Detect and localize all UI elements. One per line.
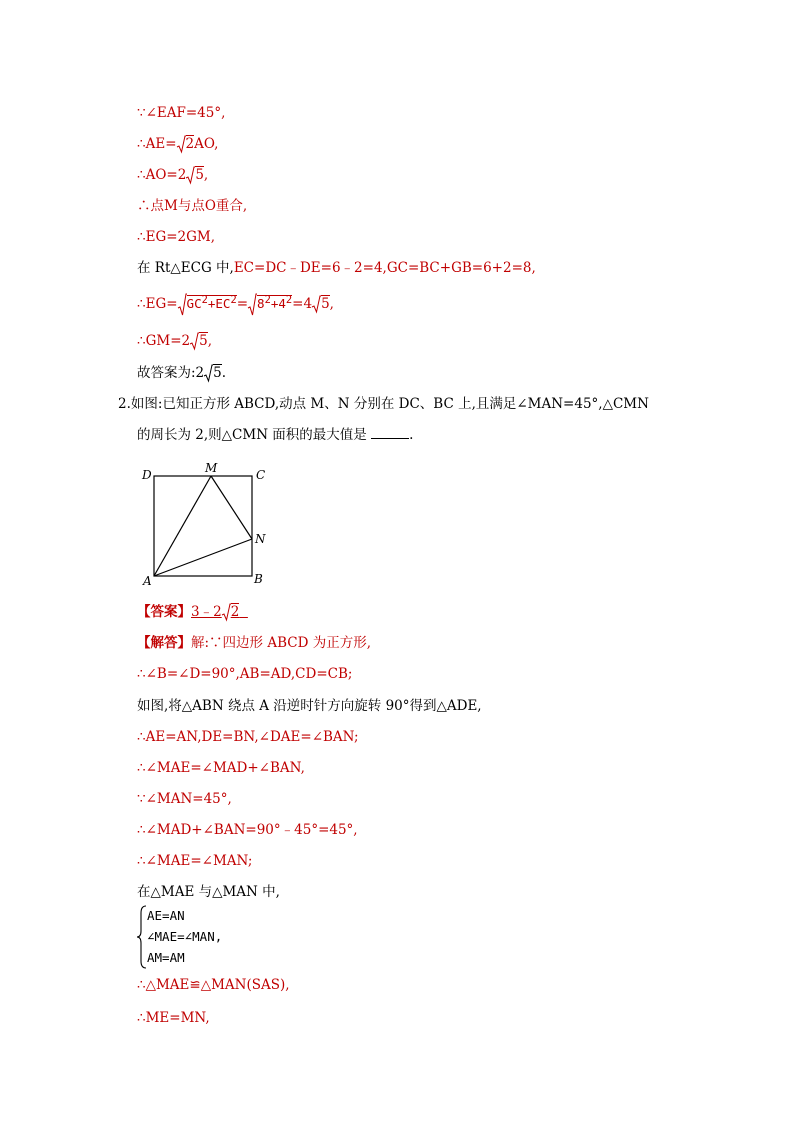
text: ∴点M与点O重合, — [137, 198, 248, 214]
text: GC — [186, 296, 202, 312]
label-a: A — [143, 574, 152, 588]
answer-value — [191, 604, 248, 620]
text: 2 — [230, 604, 240, 620]
text: 在 Rt△ECG 中, — [137, 260, 234, 276]
text: . — [409, 427, 414, 443]
line-answer-prev — [137, 363, 226, 383]
question-2-line1 — [118, 394, 649, 414]
text: , — [329, 296, 334, 313]
text: 5 — [199, 333, 208, 349]
text: ∴∠MAE=∠MAD+∠BAN, — [137, 760, 305, 776]
text: ∴AE=AN,DE=BN,∠DAE=∠BAN; — [137, 729, 359, 745]
sqrt-sign — [222, 604, 231, 622]
text: 在△MAE 与△MAN 中, — [137, 884, 280, 900]
text: 5 — [213, 365, 222, 381]
text: EC=DC﹣DE=6﹣2=4,GC=BC+GB=6+2=8, — [233, 260, 536, 276]
text: +EC — [207, 296, 231, 312]
sqrt-sign — [186, 167, 195, 185]
solution-step-6 — [137, 820, 358, 840]
equation-system — [137, 905, 222, 968]
line-eg — [137, 227, 215, 247]
line-ao — [137, 165, 208, 185]
question-text: 的周长为 2,则△CMN 面积的最大值是 — [137, 427, 367, 443]
sqrt-sign — [190, 333, 199, 351]
line-eaf — [137, 103, 225, 123]
label-d: D — [142, 468, 152, 482]
solution-step-7 — [137, 851, 252, 871]
text: ∵∠EAF=45°, — [137, 105, 226, 121]
solution-step-3 — [137, 727, 359, 747]
text: ∴AO=2 — [137, 167, 187, 183]
line-rt-ecg — [137, 258, 536, 278]
text: . — [221, 365, 227, 381]
label-c: C — [256, 468, 266, 482]
sqrt-sign — [248, 294, 257, 316]
solution-step-1 — [137, 664, 352, 684]
text: 2 — [264, 294, 271, 306]
text: AO, — [194, 136, 219, 152]
answer-label: 【答案】 — [137, 604, 191, 620]
sqrt-sign — [178, 294, 187, 316]
answer-blank — [371, 426, 409, 439]
text: ∴∠B=∠D=90°,AB=AD,CD=CB; — [137, 666, 353, 682]
solution-step-8 — [137, 882, 280, 902]
text: 2 — [185, 136, 195, 152]
brace-icon — [137, 905, 147, 969]
system-row: ∠MAE=∠MAN, — [147, 929, 223, 944]
line-gm — [137, 331, 212, 351]
text: ∴ME=MN, — [137, 1010, 210, 1026]
label-b: B — [254, 572, 263, 586]
solution-step-5 — [137, 789, 232, 809]
question-number: 2. — [118, 396, 131, 412]
line-eg-calc — [137, 290, 334, 316]
segment-mn — [211, 476, 252, 539]
text: 2 — [285, 294, 293, 306]
line-coincide — [137, 196, 247, 216]
solution-step-9 — [137, 975, 290, 995]
system-row: AM=AM — [147, 950, 185, 965]
text: 3﹣2 — [191, 604, 222, 620]
text: 2 — [230, 294, 237, 306]
text: ∴AE= — [137, 136, 177, 152]
text: ∵∠MAN=45°, — [137, 791, 232, 807]
text: ∴GM=2 — [137, 333, 191, 349]
question-text: 如图:已知正方形 ABCD,动点 M、N 分别在 DC、BC 上,且满足∠MAN=45°,△CMN — [130, 396, 649, 412]
solution-step-4 — [137, 758, 305, 778]
sqrt-sign — [177, 136, 186, 154]
text: , — [203, 167, 209, 183]
system-row: AE=AN — [147, 908, 185, 923]
sqrt-sign — [312, 296, 321, 314]
solution-step-10 — [137, 1008, 210, 1028]
text: 8 — [257, 296, 265, 312]
text: 如图,将△ABN 绕点 A 沿逆时针方向旋转 90°得到△ADE, — [137, 698, 482, 714]
text: 5 — [195, 167, 204, 183]
question-2-line2 — [137, 425, 413, 445]
text: ∴EG= — [137, 296, 178, 313]
sqrt-sign — [204, 365, 213, 383]
text: ∴∠MAE=∠MAN; — [137, 853, 253, 869]
text: , — [207, 333, 212, 349]
square-figure — [138, 458, 274, 588]
text: 5 — [321, 296, 330, 313]
label-m: M — [205, 461, 218, 475]
text: 故答案为:2 — [137, 365, 205, 381]
solution-step-2 — [137, 696, 482, 716]
text: ∴EG=2GM, — [137, 229, 216, 245]
line-ae — [137, 134, 218, 154]
text: =4 — [292, 296, 313, 313]
solution-label: 【解答】 — [137, 635, 191, 651]
text: ∴∠MAD+∠BAN=90°﹣45°=45°, — [137, 822, 358, 838]
solution-intro — [137, 633, 371, 653]
text: 2 — [201, 294, 208, 306]
text: 解:∵四边形 ABCD 为正方形, — [191, 635, 371, 651]
segment-am — [154, 476, 211, 576]
segment-an — [154, 539, 252, 576]
text: +4 — [270, 296, 286, 312]
label-n: N — [255, 532, 266, 546]
answer-line — [137, 602, 248, 622]
text: = — [236, 296, 249, 313]
text: ∴△MAE≌△MAN(SAS), — [137, 977, 290, 993]
